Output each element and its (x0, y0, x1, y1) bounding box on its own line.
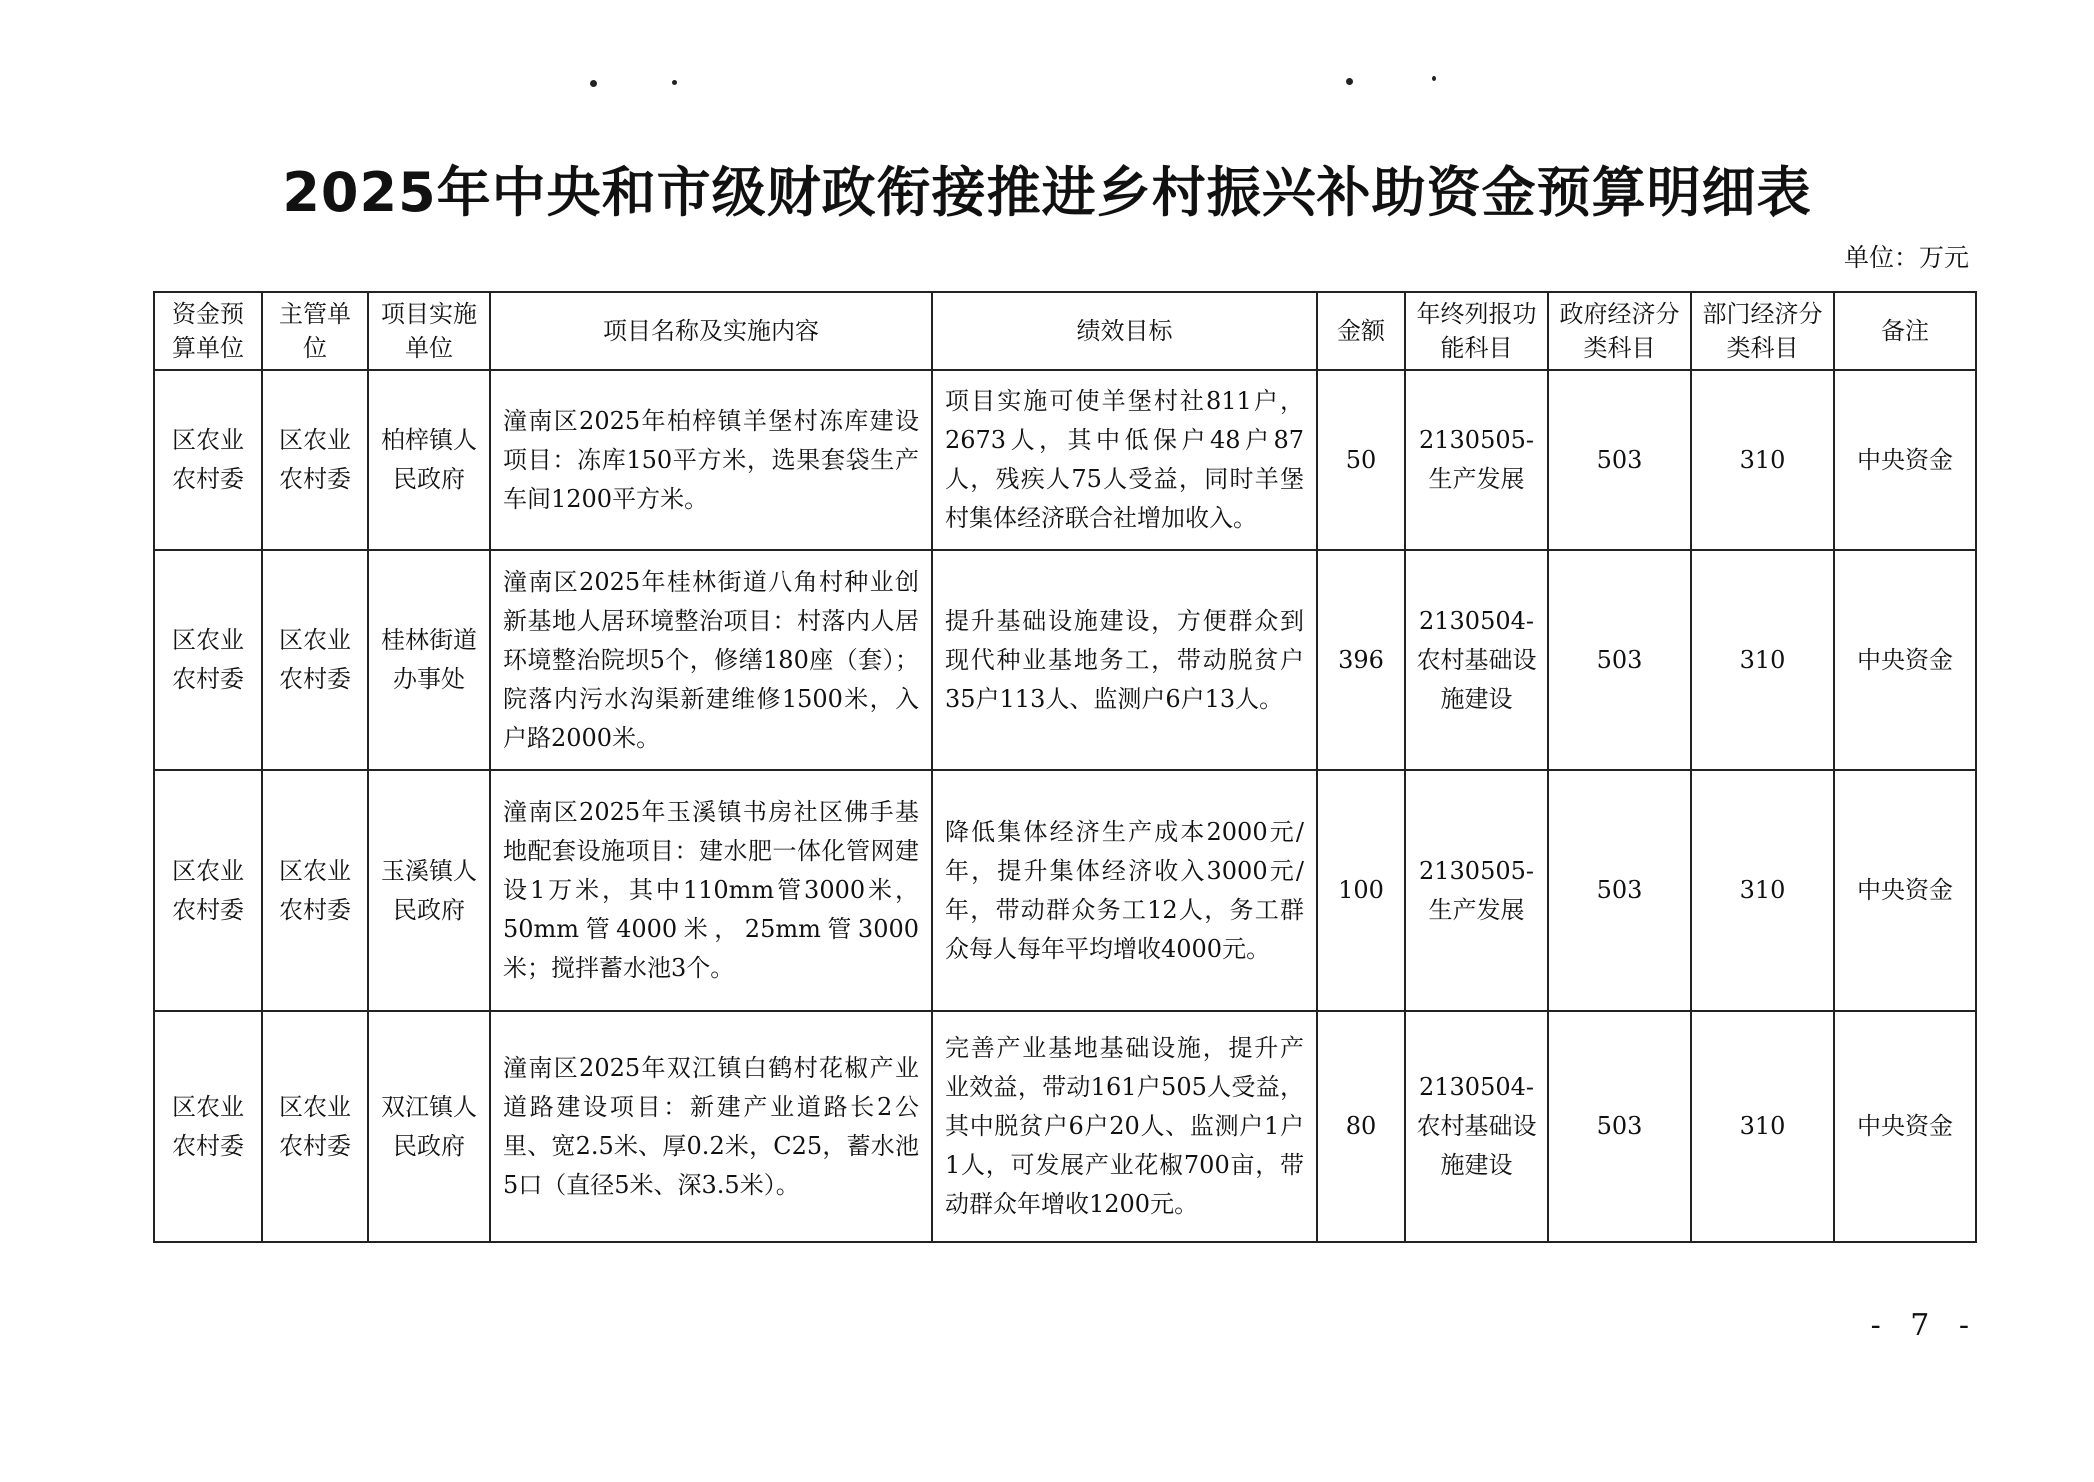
page-number: - 7 - (1870, 1308, 1979, 1343)
cell-goal: 完善产业基地基础设施，提升产业效益，带动161户505人受益，其中脱贫户6户20人、监测户1户1人，可发展产业花椒700亩，带动群众年增收1200元。 (932, 1011, 1317, 1242)
cell-dept-class: 310 (1691, 370, 1834, 550)
header-dept-class: 部门经济分类科目 (1691, 292, 1834, 370)
cell-supervisor: 区农业农村委 (262, 550, 368, 770)
cell-goal: 项目实施可使羊堡村社811户，2673人，其中低保户48户87人，残疾人75人受益，同时羊堡村集体经济联合社增加收入。 (932, 370, 1317, 550)
cell-note: 中央资金 (1834, 550, 1976, 770)
unit-label: 单位：万元 (1843, 243, 1969, 272)
scan-mark-dot (1432, 76, 1436, 81)
table-row (154, 550, 1976, 770)
scan-mark-dot (1346, 78, 1353, 85)
header-function-subject: 年终列报功能科目 (1405, 292, 1548, 370)
budget-table (153, 291, 1977, 1243)
cell-note: 中央资金 (1834, 1011, 1976, 1242)
cell-goal: 提升基础设施建设，方便群众到现代种业基地务工，带动脱贫户35户113人、监测户6户13人。 (932, 550, 1317, 770)
table-row (154, 370, 1976, 550)
cell-dept-class: 310 (1691, 550, 1834, 770)
cell-implementer: 桂林街道办事处 (368, 550, 490, 770)
table-header-row (154, 292, 1976, 370)
cell-function-subject: 2130504-农村基础设施建设 (1405, 550, 1548, 770)
cell-function-subject: 2130505-生产发展 (1405, 370, 1548, 550)
header-gov-class: 政府经济分类科目 (1548, 292, 1691, 370)
cell-gov-class: 503 (1548, 1011, 1691, 1242)
header-implementer: 项目实施单位 (368, 292, 490, 370)
cell-project: 潼南区2025年柏梓镇羊堡村冻库建设项目：冻库150平方米，选果套袋生产车间1200平方米。 (490, 370, 932, 550)
cell-implementer: 柏梓镇人民政府 (368, 370, 490, 550)
header-amount: 金额 (1317, 292, 1405, 370)
cell-gov-class: 503 (1548, 550, 1691, 770)
cell-dept-class: 310 (1691, 1011, 1834, 1242)
page-title: 2025年中央和市级财政衔接推进乡村振兴补助资金预算明细表 (282, 161, 1812, 224)
cell-budget-unit: 区农业农村委 (154, 370, 262, 550)
header-project: 项目名称及实施内容 (490, 292, 932, 370)
cell-gov-class: 503 (1548, 370, 1691, 550)
scan-mark-dot (590, 80, 597, 87)
cell-supervisor: 区农业农村委 (262, 770, 368, 1011)
cell-budget-unit: 区农业农村委 (154, 1011, 262, 1242)
table-row (154, 770, 1976, 1011)
cell-implementer: 双江镇人民政府 (368, 1011, 490, 1242)
cell-implementer: 玉溪镇人民政府 (368, 770, 490, 1011)
cell-amount: 100 (1317, 770, 1405, 1011)
cell-amount: 396 (1317, 550, 1405, 770)
cell-note: 中央资金 (1834, 370, 1976, 550)
header-note: 备注 (1834, 292, 1976, 370)
cell-dept-class: 310 (1691, 770, 1834, 1011)
cell-budget-unit: 区农业农村委 (154, 770, 262, 1011)
cell-amount: 50 (1317, 370, 1405, 550)
cell-gov-class: 503 (1548, 770, 1691, 1011)
scan-mark-dot (672, 80, 677, 85)
header-supervisor: 主管单位 (262, 292, 368, 370)
cell-amount: 80 (1317, 1011, 1405, 1242)
header-budget-unit: 资金预算单位 (154, 292, 262, 370)
cell-function-subject: 2130504-农村基础设施建设 (1405, 1011, 1548, 1242)
cell-supervisor: 区农业农村委 (262, 370, 368, 550)
cell-note: 中央资金 (1834, 770, 1976, 1011)
cell-project: 潼南区2025年双江镇白鹤村花椒产业道路建设项目：新建产业道路长2公里、宽2.5米、厚0.2米，C25，蓄水池5口（直径5米、深3.5米）。 (490, 1011, 932, 1242)
cell-goal: 降低集体经济生产成本2000元/年，提升集体经济收入3000元/年，带动群众务工12人，务工群众每人每年平均增收4000元。 (932, 770, 1317, 1011)
table-row (154, 1011, 1976, 1242)
cell-project: 潼南区2025年桂林街道八角村种业创新基地人居环境整治项目：村落内人居环境整治院坝5个，修缮180座（套）；院落内污水沟渠新建维修1500米，入户路2000米。 (490, 550, 932, 770)
cell-function-subject: 2130505-生产发展 (1405, 770, 1548, 1011)
cell-project: 潼南区2025年玉溪镇书房社区佛手基地配套设施项目：建水肥一体化管网建设1万米，其中110mm管3000米，50mm管4000米，25mm管3000米；搅拌蓄水池3个。 (490, 770, 932, 1011)
cell-supervisor: 区农业农村委 (262, 1011, 368, 1242)
cell-budget-unit: 区农业农村委 (154, 550, 262, 770)
header-goal: 绩效目标 (932, 292, 1317, 370)
